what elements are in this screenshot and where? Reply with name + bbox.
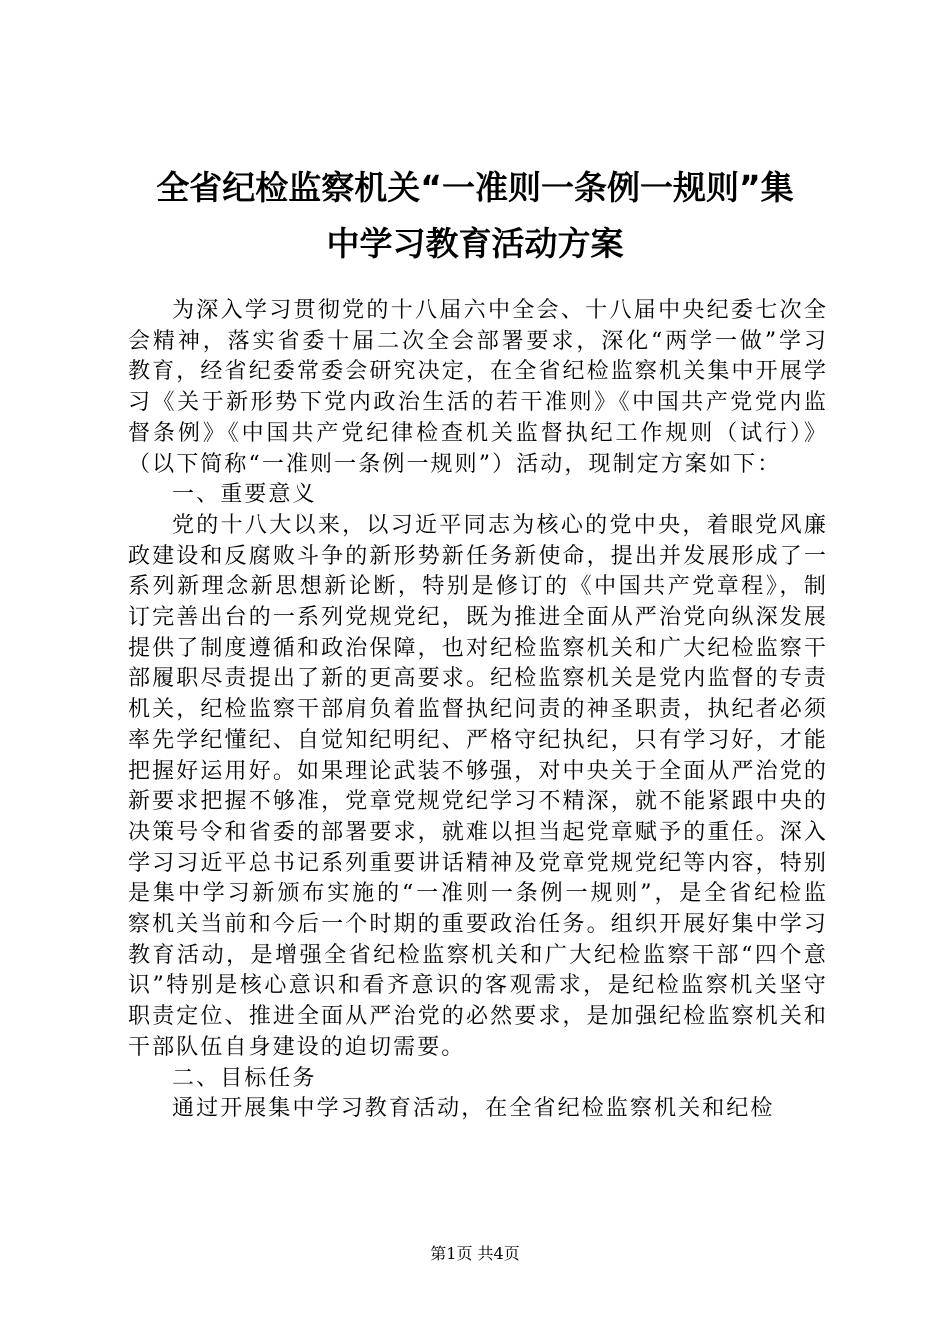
section-heading-significance: 一、重要意义: [172, 482, 317, 508]
document-title: [118, 160, 832, 272]
significance-paragraph: 党的十八大以来，以习近平同志为核心的党中央，着眼党风廉政建设和反腐败斗争的新形势新任务新使命，提出并发展形成了一系列新理念新思想新论断，特别是修订的《中国共产党章程》，制订完善出台的一系列党规党纪，既为推进全面从严治党向纵深发展提供了制度遵循和政治保障，也对纪检监察机关和广大纪检监察干部履职尽责提出了新的更高要求。纪检监察机关是党内监督的专责机关，纪检监察干部肩负着监督执纪问责的神圣职责，执纪者必须率先学纪懂纪、自觉知纪明纪、严格守纪执纪，只有学习好，才能把握好运用好。如果理论武装不够强，对中央关于全面从严治党的新要求把握不够准，党章党规党纪学习不精深，就不能紧跟中央的决策号令和省委的部署要求，就难以担当起党章赋予的重任。深入学习习近平总书记系列重要讲话精神及党章党规党纪等内容，特别是集中学习新颁布实施的“一准则一条例一规则”，是全省纪检监察机关当前和今后一个时期的重要政治任务。组织开展好集中学习教育活动，是增强全省纪检监察机关和广大纪检监察干部“四个意识”特别是核心意识和看齐意识的客观需求，是纪检监察机关坚守职责定位、推进全面从严治党的必然要求，是加强纪检监察机关和干部队伍自身建设的迫切需要。: [128, 512, 828, 1060]
title-line-2: 中学习教育活动方案: [326, 224, 624, 263]
title-line-1: 全省纪检监察机关“一准则一条例一规则”集: [156, 168, 794, 207]
page-footer: 第1页 共4页: [430, 1244, 520, 1263]
intro-paragraph: 为深入学习贯彻党的十八届六中全会、十八届中央纪委七次全会精神，落实省委十届二次全会部署要求，深化“两学一做”学习教育，经省纪委常委会研究决定，在全省纪检监察机关集中开展学习《关于新形势下党内政治生活的若干准则》《中国共产党党内监督条例》《中国共产党纪律检查机关监督执纪工作规则（试行）》（以下简称“一准则一条例一规则”）活动，现制定方案如下：: [128, 298, 828, 477]
section-heading-goals: 二、目标任务: [172, 1065, 317, 1091]
document-body: [128, 296, 828, 1125]
goals-paragraph: 通过开展集中学习教育活动，在全省纪检监察机关和纪检: [172, 1096, 775, 1122]
